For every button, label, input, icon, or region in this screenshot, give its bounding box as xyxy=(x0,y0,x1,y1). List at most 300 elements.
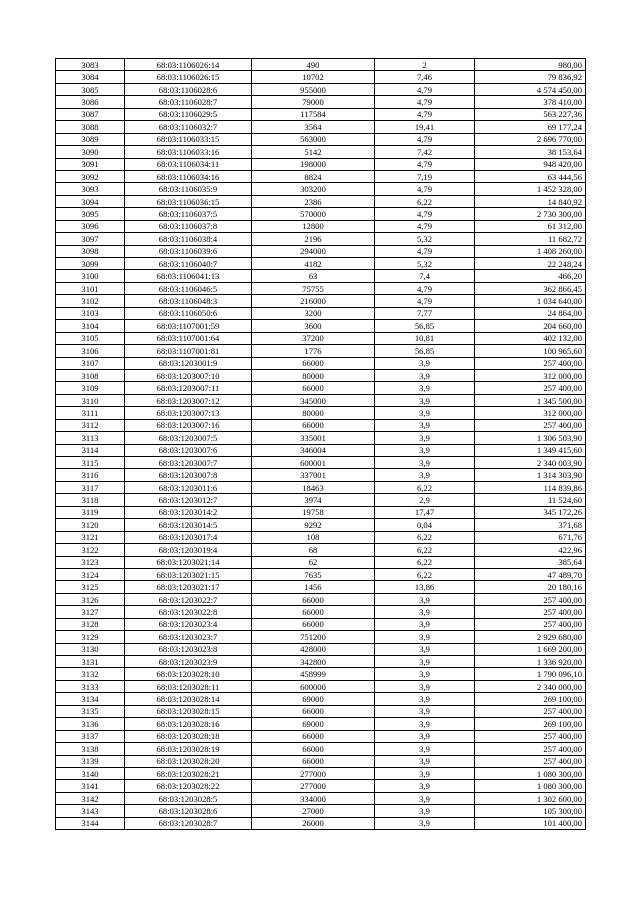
amount-cell: 1 669 200,00 xyxy=(475,643,586,655)
amount-cell: 101 400,00 xyxy=(475,817,586,829)
amount-cell: 2 929 680,00 xyxy=(475,631,586,643)
rate-cell: 3,9 xyxy=(375,780,475,792)
cadastral-number-cell: 68:03:1106041:13 xyxy=(125,270,252,282)
row-number-cell: 3124 xyxy=(56,568,125,580)
table-row xyxy=(56,718,586,730)
amount-cell: 1 452 328,00 xyxy=(475,183,586,195)
table-row xyxy=(56,146,586,158)
amount-cell: 422,96 xyxy=(475,544,586,556)
table-row xyxy=(56,469,586,481)
cadastral-number-cell: 68:03:1106040:7 xyxy=(125,258,252,270)
row-number-cell: 3135 xyxy=(56,705,125,717)
rate-cell: 2 xyxy=(375,59,475,71)
rate-cell: 3,9 xyxy=(375,705,475,717)
row-number-cell: 3086 xyxy=(56,96,125,108)
rate-cell: 6,22 xyxy=(375,556,475,568)
rate-cell: 3,9 xyxy=(375,817,475,829)
area-cell: 66000 xyxy=(252,705,375,717)
area-cell: 3564 xyxy=(252,121,375,133)
area-cell: 19758 xyxy=(252,506,375,518)
row-number-cell: 3085 xyxy=(56,83,125,95)
amount-cell: 4 574 450,00 xyxy=(475,83,586,95)
table-row xyxy=(56,332,586,344)
table-row xyxy=(56,357,586,369)
area-cell: 294000 xyxy=(252,245,375,257)
area-cell: 458999 xyxy=(252,668,375,680)
area-cell: 2386 xyxy=(252,195,375,207)
table-row xyxy=(56,432,586,444)
area-cell: 108 xyxy=(252,531,375,543)
amount-cell: 204 660,00 xyxy=(475,320,586,332)
row-number-cell: 3097 xyxy=(56,233,125,245)
cadastral-number-cell: 68:03:1203028:18 xyxy=(125,730,252,742)
cadastral-number-cell: 68:03:1203028:16 xyxy=(125,718,252,730)
amount-cell: 948 420,00 xyxy=(475,158,586,170)
table-row xyxy=(56,506,586,518)
rate-cell: 3,9 xyxy=(375,394,475,406)
cadastral-number-cell: 68:03:1203023:4 xyxy=(125,618,252,630)
cadastral-number-cell: 68:03:1106029:5 xyxy=(125,108,252,120)
rate-cell: 7,77 xyxy=(375,307,475,319)
cadastral-number-cell: 68:03:1203017:4 xyxy=(125,531,252,543)
cadastral-number-cell: 68:03:1203007:10 xyxy=(125,369,252,381)
table-row xyxy=(56,767,586,779)
table-row xyxy=(56,282,586,294)
table-row xyxy=(56,780,586,792)
cadastral-number-cell: 68:03:1203007:6 xyxy=(125,444,252,456)
area-cell: 66000 xyxy=(252,618,375,630)
area-cell: 3200 xyxy=(252,307,375,319)
cadastral-number-cell: 68:03:1203021:15 xyxy=(125,568,252,580)
table-row xyxy=(56,419,586,431)
cadastral-number-cell: 68:03:1203001:9 xyxy=(125,357,252,369)
rate-cell: 3,9 xyxy=(375,618,475,630)
rate-cell: 6,22 xyxy=(375,544,475,556)
rate-cell: 3,9 xyxy=(375,718,475,730)
rate-cell: 3,9 xyxy=(375,369,475,381)
table-row xyxy=(56,133,586,145)
area-cell: 303200 xyxy=(252,183,375,195)
area-cell: 751200 xyxy=(252,631,375,643)
rate-cell: 3,9 xyxy=(375,407,475,419)
table-row xyxy=(56,606,586,618)
row-number-cell: 3088 xyxy=(56,121,125,133)
rate-cell: 3,9 xyxy=(375,805,475,817)
table-row xyxy=(56,195,586,207)
table-row xyxy=(56,631,586,643)
row-number-cell: 3111 xyxy=(56,407,125,419)
table-row xyxy=(56,208,586,220)
rate-cell: 4,79 xyxy=(375,208,475,220)
row-number-cell: 3123 xyxy=(56,556,125,568)
area-cell: 1776 xyxy=(252,345,375,357)
area-cell: 1456 xyxy=(252,581,375,593)
row-number-cell: 3122 xyxy=(56,544,125,556)
area-cell: 117584 xyxy=(252,108,375,120)
cadastral-number-cell: 68:03:1106037:5 xyxy=(125,208,252,220)
rate-cell: 10,81 xyxy=(375,332,475,344)
rate-cell: 4,79 xyxy=(375,220,475,232)
area-cell: 2196 xyxy=(252,233,375,245)
area-cell: 345000 xyxy=(252,394,375,406)
cadastral-number-cell: 68:03:1203028:22 xyxy=(125,780,252,792)
cadastral-number-cell: 68:03:1106033:16 xyxy=(125,146,252,158)
area-cell: 563000 xyxy=(252,133,375,145)
area-cell: 216000 xyxy=(252,295,375,307)
table-row xyxy=(56,618,586,630)
table-row xyxy=(56,531,586,543)
amount-cell: 563 227,36 xyxy=(475,108,586,120)
rate-cell: 4,79 xyxy=(375,96,475,108)
cadastral-number-cell: 68:03:1203021:14 xyxy=(125,556,252,568)
amount-cell: 312 000,00 xyxy=(475,369,586,381)
table-row xyxy=(56,83,586,95)
cadastral-number-cell: 68:03:1203007:7 xyxy=(125,457,252,469)
area-cell: 955000 xyxy=(252,83,375,95)
amount-cell: 2 340 003,90 xyxy=(475,457,586,469)
amount-cell: 257 400,00 xyxy=(475,705,586,717)
cadastral-number-cell: 68:03:1203028:14 xyxy=(125,693,252,705)
area-cell: 337001 xyxy=(252,469,375,481)
table-row xyxy=(56,220,586,232)
cadastral-number-cell: 68:03:1106039:6 xyxy=(125,245,252,257)
row-number-cell: 3142 xyxy=(56,792,125,804)
rate-cell: 3,9 xyxy=(375,730,475,742)
amount-cell: 257 400,00 xyxy=(475,755,586,767)
row-number-cell: 3087 xyxy=(56,108,125,120)
rate-cell: 6,22 xyxy=(375,568,475,580)
table-row xyxy=(56,158,586,170)
cadastral-number-cell: 68:03:1203028:19 xyxy=(125,743,252,755)
rate-cell: 3,9 xyxy=(375,469,475,481)
area-cell: 342800 xyxy=(252,656,375,668)
cadastral-number-cell: 68:03:1106038:4 xyxy=(125,233,252,245)
amount-cell: 1 345 500,00 xyxy=(475,394,586,406)
area-cell: 27000 xyxy=(252,805,375,817)
area-cell: 9292 xyxy=(252,519,375,531)
table-row xyxy=(56,369,586,381)
area-cell: 490 xyxy=(252,59,375,71)
row-number-cell: 3120 xyxy=(56,519,125,531)
amount-cell: 1 349 415,60 xyxy=(475,444,586,456)
area-cell: 334000 xyxy=(252,792,375,804)
rate-cell: 7,4 xyxy=(375,270,475,282)
amount-cell: 100 965,60 xyxy=(475,345,586,357)
table-row xyxy=(56,643,586,655)
rate-cell: 3,9 xyxy=(375,593,475,605)
amount-cell: 466,20 xyxy=(475,270,586,282)
table-row xyxy=(56,743,586,755)
cadastral-number-cell: 68:03:1203007:13 xyxy=(125,407,252,419)
rate-cell: 2,9 xyxy=(375,494,475,506)
cadastral-number-cell: 68:03:1106026:15 xyxy=(125,71,252,83)
area-cell: 66000 xyxy=(252,743,375,755)
table-row xyxy=(56,481,586,493)
cadastral-number-cell: 68:03:1203011:6 xyxy=(125,481,252,493)
rate-cell: 3,9 xyxy=(375,606,475,618)
area-cell: 26000 xyxy=(252,817,375,829)
cadastral-number-cell: 68:03:1203028:15 xyxy=(125,705,252,717)
area-cell: 66000 xyxy=(252,419,375,431)
area-cell: 80000 xyxy=(252,407,375,419)
table-row xyxy=(56,494,586,506)
row-number-cell: 3093 xyxy=(56,183,125,195)
amount-cell: 257 400,00 xyxy=(475,593,586,605)
row-number-cell: 3129 xyxy=(56,631,125,643)
area-cell: 600001 xyxy=(252,457,375,469)
cadastral-number-cell: 68:03:1107001:64 xyxy=(125,332,252,344)
row-number-cell: 3114 xyxy=(56,444,125,456)
area-cell: 62 xyxy=(252,556,375,568)
cadastral-number-cell: 68:03:1203014:5 xyxy=(125,519,252,531)
amount-cell: 69 177,24 xyxy=(475,121,586,133)
rate-cell: 3,9 xyxy=(375,743,475,755)
area-cell: 69000 xyxy=(252,718,375,730)
row-number-cell: 3098 xyxy=(56,245,125,257)
row-number-cell: 3133 xyxy=(56,680,125,692)
amount-cell: 269 100,00 xyxy=(475,718,586,730)
table-row xyxy=(56,295,586,307)
amount-cell: 114 839,86 xyxy=(475,481,586,493)
cadastral-number-cell: 68:03:1203023:8 xyxy=(125,643,252,655)
amount-cell: 312 000,00 xyxy=(475,407,586,419)
amount-cell: 105 300,00 xyxy=(475,805,586,817)
area-cell: 66000 xyxy=(252,357,375,369)
table-body xyxy=(56,59,586,830)
cadastral-number-cell: 68:03:1203028:20 xyxy=(125,755,252,767)
amount-cell: 2 340 000,00 xyxy=(475,680,586,692)
rate-cell: 3,9 xyxy=(375,656,475,668)
row-number-cell: 3134 xyxy=(56,693,125,705)
amount-cell: 47 489,70 xyxy=(475,568,586,580)
row-number-cell: 3105 xyxy=(56,332,125,344)
cadastral-number-cell: 68:03:1203028:21 xyxy=(125,767,252,779)
area-cell: 3974 xyxy=(252,494,375,506)
amount-cell: 362 866,45 xyxy=(475,282,586,294)
rate-cell: 0,04 xyxy=(375,519,475,531)
amount-cell: 11 524,60 xyxy=(475,494,586,506)
rate-cell: 4,79 xyxy=(375,282,475,294)
area-cell: 7635 xyxy=(252,568,375,580)
rate-cell: 3,9 xyxy=(375,680,475,692)
cadastral-number-cell: 68:03:1106026:14 xyxy=(125,59,252,71)
cadastral-number-cell: 68:03:1203022:8 xyxy=(125,606,252,618)
table-row xyxy=(56,258,586,270)
cadastral-number-cell: 68:03:1106028:7 xyxy=(125,96,252,108)
cadastral-number-cell: 68:03:1203007:16 xyxy=(125,419,252,431)
row-number-cell: 3110 xyxy=(56,394,125,406)
area-cell: 66000 xyxy=(252,730,375,742)
rate-cell: 4,79 xyxy=(375,183,475,195)
amount-cell: 269 100,00 xyxy=(475,693,586,705)
rate-cell: 5,32 xyxy=(375,233,475,245)
amount-cell: 378 410,00 xyxy=(475,96,586,108)
row-number-cell: 3107 xyxy=(56,357,125,369)
row-number-cell: 3131 xyxy=(56,656,125,668)
row-number-cell: 3094 xyxy=(56,195,125,207)
table-row xyxy=(56,805,586,817)
land-parcels-table xyxy=(55,58,586,830)
rate-cell: 4,79 xyxy=(375,158,475,170)
area-cell: 75755 xyxy=(252,282,375,294)
rate-cell: 5,32 xyxy=(375,258,475,270)
rate-cell: 4,79 xyxy=(375,295,475,307)
cadastral-number-cell: 68:03:1203028:7 xyxy=(125,817,252,829)
cadastral-number-cell: 68:03:1203007:12 xyxy=(125,394,252,406)
table-row xyxy=(56,705,586,717)
cadastral-number-cell: 68:03:1106032:7 xyxy=(125,121,252,133)
amount-cell: 22 248,24 xyxy=(475,258,586,270)
cadastral-number-cell: 68:03:1203007:8 xyxy=(125,469,252,481)
amount-cell: 257 400,00 xyxy=(475,618,586,630)
row-number-cell: 3115 xyxy=(56,457,125,469)
rate-cell: 3,9 xyxy=(375,382,475,394)
cadastral-number-cell: 68:03:1106035:9 xyxy=(125,183,252,195)
area-cell: 335001 xyxy=(252,432,375,444)
row-number-cell: 3119 xyxy=(56,506,125,518)
amount-cell: 371,68 xyxy=(475,519,586,531)
table-row xyxy=(56,668,586,680)
rate-cell: 3,9 xyxy=(375,755,475,767)
area-cell: 428000 xyxy=(252,643,375,655)
area-cell: 8824 xyxy=(252,170,375,182)
amount-cell: 38 153,64 xyxy=(475,146,586,158)
cadastral-number-cell: 68:03:1203019:4 xyxy=(125,544,252,556)
cadastral-number-cell: 68:03:1203023:7 xyxy=(125,631,252,643)
row-number-cell: 3125 xyxy=(56,581,125,593)
amount-cell: 402 132,00 xyxy=(475,332,586,344)
table-row xyxy=(56,817,586,829)
table-row xyxy=(56,233,586,245)
table-row xyxy=(56,121,586,133)
rate-cell: 6,22 xyxy=(375,481,475,493)
cadastral-number-cell: 68:03:1203028:5 xyxy=(125,792,252,804)
amount-cell: 257 400,00 xyxy=(475,730,586,742)
table-row xyxy=(56,730,586,742)
row-number-cell: 3089 xyxy=(56,133,125,145)
row-number-cell: 3118 xyxy=(56,494,125,506)
rate-cell: 3,9 xyxy=(375,432,475,444)
rate-cell: 3,9 xyxy=(375,457,475,469)
amount-cell: 11 682,72 xyxy=(475,233,586,245)
row-number-cell: 3136 xyxy=(56,718,125,730)
row-number-cell: 3108 xyxy=(56,369,125,381)
table-row xyxy=(56,444,586,456)
cadastral-number-cell: 68:03:1106048:3 xyxy=(125,295,252,307)
area-cell: 66000 xyxy=(252,382,375,394)
table-row xyxy=(56,656,586,668)
cadastral-number-cell: 68:03:1107001:81 xyxy=(125,345,252,357)
area-cell: 66000 xyxy=(252,606,375,618)
row-number-cell: 3138 xyxy=(56,743,125,755)
table-row xyxy=(56,755,586,767)
amount-cell: 1 302 600,00 xyxy=(475,792,586,804)
amount-cell: 63 444,56 xyxy=(475,170,586,182)
table-row xyxy=(56,407,586,419)
table-row xyxy=(56,519,586,531)
row-number-cell: 3084 xyxy=(56,71,125,83)
amount-cell: 1 336 920,00 xyxy=(475,656,586,668)
area-cell: 277000 xyxy=(252,767,375,779)
cadastral-number-cell: 68:03:1203022:7 xyxy=(125,593,252,605)
cadastral-number-cell: 68:03:1106034:11 xyxy=(125,158,252,170)
row-number-cell: 3106 xyxy=(56,345,125,357)
rate-cell: 3,9 xyxy=(375,357,475,369)
amount-cell: 1 790 096,10 xyxy=(475,668,586,680)
amount-cell: 1 080 300,00 xyxy=(475,780,586,792)
row-number-cell: 3121 xyxy=(56,531,125,543)
amount-cell: 1 408 260,00 xyxy=(475,245,586,257)
table-row xyxy=(56,394,586,406)
table-row xyxy=(56,320,586,332)
rate-cell: 56,85 xyxy=(375,345,475,357)
amount-cell: 2 696 770,00 xyxy=(475,133,586,145)
row-number-cell: 3139 xyxy=(56,755,125,767)
table-row xyxy=(56,568,586,580)
row-number-cell: 3099 xyxy=(56,258,125,270)
amount-cell: 79 836,92 xyxy=(475,71,586,83)
rate-cell: 56,85 xyxy=(375,320,475,332)
amount-cell: 345 172,26 xyxy=(475,506,586,518)
table-row xyxy=(56,792,586,804)
area-cell: 37200 xyxy=(252,332,375,344)
table-row xyxy=(56,245,586,257)
rate-cell: 3,9 xyxy=(375,631,475,643)
cadastral-number-cell: 68:03:1106046:5 xyxy=(125,282,252,294)
row-number-cell: 3109 xyxy=(56,382,125,394)
row-number-cell: 3091 xyxy=(56,158,125,170)
table-row xyxy=(56,96,586,108)
cadastral-number-cell: 68:03:1106028:6 xyxy=(125,83,252,95)
cadastral-number-cell: 68:03:1106050:6 xyxy=(125,307,252,319)
table-row xyxy=(56,593,586,605)
cadastral-number-cell: 68:03:1203007:11 xyxy=(125,382,252,394)
cadastral-number-cell: 68:03:1203028:6 xyxy=(125,805,252,817)
row-number-cell: 3083 xyxy=(56,59,125,71)
row-number-cell: 3113 xyxy=(56,432,125,444)
row-number-cell: 3102 xyxy=(56,295,125,307)
rate-cell: 6,22 xyxy=(375,531,475,543)
rate-cell: 4,79 xyxy=(375,133,475,145)
row-number-cell: 3144 xyxy=(56,817,125,829)
amount-cell: 385,64 xyxy=(475,556,586,568)
rate-cell: 6,22 xyxy=(375,195,475,207)
rate-cell: 3,9 xyxy=(375,668,475,680)
cadastral-number-cell: 68:03:1203012:7 xyxy=(125,494,252,506)
cadastral-number-cell: 68:03:1203023:9 xyxy=(125,656,252,668)
rate-cell: 3,9 xyxy=(375,792,475,804)
cadastral-number-cell: 68:03:1107001:59 xyxy=(125,320,252,332)
row-number-cell: 3130 xyxy=(56,643,125,655)
rate-cell: 7,46 xyxy=(375,71,475,83)
area-cell: 5142 xyxy=(252,146,375,158)
rate-cell: 3,9 xyxy=(375,693,475,705)
cadastral-number-cell: 68:03:1203014:2 xyxy=(125,506,252,518)
table-row xyxy=(56,693,586,705)
area-cell: 4182 xyxy=(252,258,375,270)
row-number-cell: 3095 xyxy=(56,208,125,220)
area-cell: 3600 xyxy=(252,320,375,332)
row-number-cell: 3101 xyxy=(56,282,125,294)
amount-cell: 671,76 xyxy=(475,531,586,543)
amount-cell: 257 400,00 xyxy=(475,743,586,755)
rate-cell: 3,9 xyxy=(375,643,475,655)
amount-cell: 257 400,00 xyxy=(475,357,586,369)
amount-cell: 61 312,00 xyxy=(475,220,586,232)
rate-cell: 17,47 xyxy=(375,506,475,518)
rate-cell: 7,19 xyxy=(375,170,475,182)
area-cell: 277000 xyxy=(252,780,375,792)
